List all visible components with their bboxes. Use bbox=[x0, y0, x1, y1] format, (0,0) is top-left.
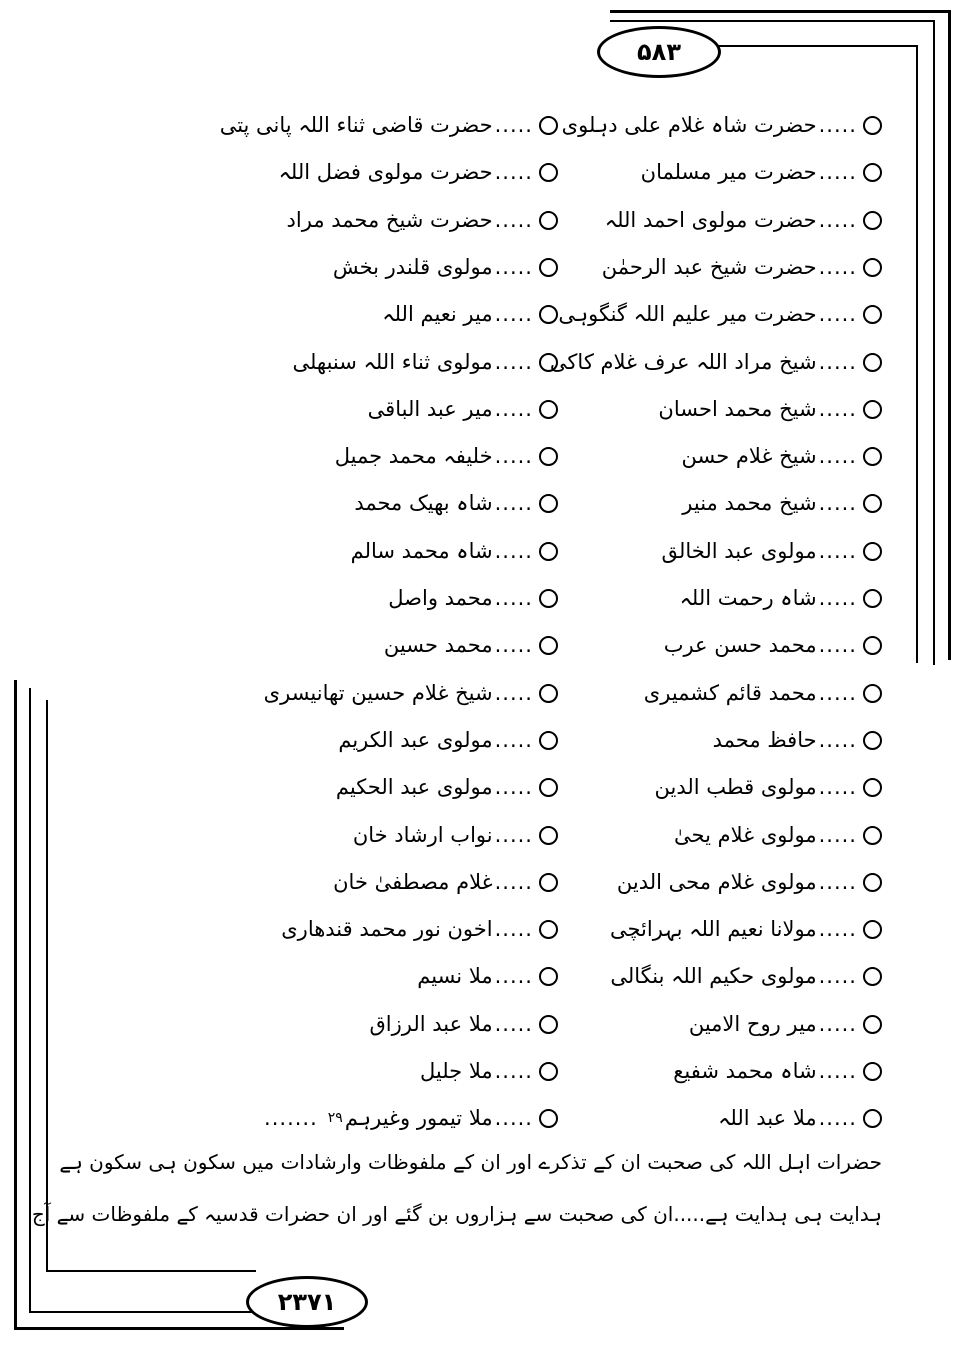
right-entry bbox=[552, 862, 882, 902]
header-page-number: ۵۸۳ bbox=[597, 26, 721, 78]
right-entry bbox=[552, 673, 882, 713]
circle-bullet-icon bbox=[539, 163, 558, 182]
entry-name: ملا عبد اللہ bbox=[718, 1106, 817, 1130]
right-entry bbox=[552, 815, 882, 855]
leader-dots: ..... bbox=[494, 1059, 533, 1083]
entry-name: مولوی قطب الدین bbox=[654, 775, 817, 799]
left-entry bbox=[228, 625, 558, 665]
frame-top-line-2 bbox=[610, 20, 935, 22]
circle-bullet-icon bbox=[863, 305, 882, 324]
entry-name: محمد قائم کشمیری bbox=[643, 681, 817, 705]
left-entry bbox=[228, 200, 558, 240]
circle-bullet-icon bbox=[539, 1015, 558, 1034]
right-entry bbox=[552, 956, 882, 996]
left-entry bbox=[228, 1051, 558, 1091]
leader-dots: ..... bbox=[494, 823, 533, 847]
entry-name: حضرت شاہ غلام علی دہلوی bbox=[561, 113, 817, 137]
right-entry bbox=[552, 531, 882, 571]
entry-name: اخون نور محمد قندھاری bbox=[281, 917, 493, 941]
entry-name: میر نعیم اللہ bbox=[382, 302, 493, 326]
left-entry bbox=[228, 389, 558, 429]
left-entry bbox=[228, 815, 558, 855]
circle-bullet-icon bbox=[863, 589, 882, 608]
leader-dots: ..... bbox=[494, 1106, 533, 1130]
leader-dots: ..... bbox=[818, 1106, 857, 1130]
entry-name: حضرت میر مسلمان bbox=[640, 160, 817, 184]
frame-left-line-1 bbox=[14, 680, 17, 1330]
leader-dots: ..... bbox=[494, 208, 533, 232]
circle-bullet-icon bbox=[863, 684, 882, 703]
frame-right-line-1 bbox=[948, 10, 951, 660]
leader-dots: ..... bbox=[818, 113, 857, 137]
circle-bullet-icon bbox=[539, 258, 558, 277]
leader-dots: ..... bbox=[818, 444, 857, 468]
right-entry bbox=[552, 152, 882, 192]
circle-bullet-icon bbox=[863, 967, 882, 986]
left-entry bbox=[228, 483, 558, 523]
entry-name: ملا جلیل bbox=[419, 1059, 493, 1083]
right-entry bbox=[552, 909, 882, 949]
circle-bullet-icon bbox=[539, 447, 558, 466]
leader-dots: ..... bbox=[818, 208, 857, 232]
right-entry bbox=[552, 436, 882, 476]
right-entry bbox=[552, 1051, 882, 1091]
left-entry bbox=[228, 1098, 558, 1138]
circle-bullet-icon bbox=[539, 967, 558, 986]
leader-dots: ..... bbox=[818, 1012, 857, 1036]
footnote-dots: ....... bbox=[264, 1106, 318, 1130]
circle-bullet-icon bbox=[863, 1109, 882, 1128]
frame-left-line-2 bbox=[29, 688, 31, 1313]
left-entry bbox=[228, 578, 558, 618]
left-entry bbox=[228, 673, 558, 713]
leader-dots: ..... bbox=[818, 728, 857, 752]
circle-bullet-icon bbox=[863, 920, 882, 939]
entry-name: مولوی غلام محی الدین bbox=[616, 870, 817, 894]
left-entry bbox=[228, 862, 558, 902]
leader-dots: ..... bbox=[494, 444, 533, 468]
left-entry bbox=[228, 909, 558, 949]
circle-bullet-icon bbox=[539, 731, 558, 750]
circle-bullet-icon bbox=[539, 542, 558, 561]
circle-bullet-icon bbox=[539, 305, 558, 324]
circle-bullet-icon bbox=[863, 116, 882, 135]
circle-bullet-icon bbox=[863, 211, 882, 230]
entry-name: حضرت میر علیم اللہ گنگوہی bbox=[558, 302, 817, 326]
left-entry bbox=[228, 247, 558, 287]
footnote-mark: ۲۹ bbox=[327, 1110, 343, 1126]
circle-bullet-icon bbox=[539, 920, 558, 939]
leader-dots: ..... bbox=[494, 350, 533, 374]
frame-right-line-3 bbox=[916, 45, 918, 663]
right-entry bbox=[552, 389, 882, 429]
leader-dots: ..... bbox=[494, 917, 533, 941]
circle-bullet-icon bbox=[863, 163, 882, 182]
entry-name: حضرت شیخ عبد الرحمٰن bbox=[601, 255, 817, 279]
entry-name: حضرت مولوی احمد اللہ bbox=[604, 208, 817, 232]
entry-name: حافظ محمد bbox=[712, 728, 817, 752]
leader-dots: ..... bbox=[818, 255, 857, 279]
leader-dots: ..... bbox=[818, 1059, 857, 1083]
circle-bullet-icon bbox=[863, 778, 882, 797]
left-entry bbox=[228, 436, 558, 476]
leader-dots: ..... bbox=[494, 302, 533, 326]
entry-name: مولانا نعیم اللہ بہرائچی bbox=[610, 917, 817, 941]
circle-bullet-icon bbox=[863, 542, 882, 561]
leader-dots: ..... bbox=[494, 728, 533, 752]
entry-name: مولوی قلندر بخش bbox=[332, 255, 493, 279]
right-entry bbox=[552, 294, 882, 334]
circle-bullet-icon bbox=[539, 826, 558, 845]
entry-name: شاہ محمد شفیع bbox=[673, 1059, 817, 1083]
leader-dots: ..... bbox=[818, 160, 857, 184]
leader-dots: ..... bbox=[494, 397, 533, 421]
right-entry bbox=[552, 247, 882, 287]
circle-bullet-icon bbox=[863, 400, 882, 419]
entry-name: مولوی عبد الحکیم bbox=[335, 775, 493, 799]
circle-bullet-icon bbox=[539, 873, 558, 892]
circle-bullet-icon bbox=[863, 447, 882, 466]
leader-dots: ..... bbox=[494, 681, 533, 705]
entry-name: شاہ رحمت اللہ bbox=[679, 586, 817, 610]
entry-name: محمد حسن عرب bbox=[663, 633, 817, 657]
entry-name: غلام مصطفیٰ خان bbox=[333, 870, 493, 894]
circle-bullet-icon bbox=[863, 873, 882, 892]
leader-dots: ..... bbox=[818, 823, 857, 847]
right-entry bbox=[552, 1004, 882, 1044]
paragraph-line-2: ہدایت ہی ہدایت ہے.....ان کی صحبت سے ہزاروں بن گئے اور ان حضرات قدسیہ کے ملفوظات سے آج bbox=[31, 1202, 882, 1226]
right-entry bbox=[552, 1098, 882, 1138]
circle-bullet-icon bbox=[539, 778, 558, 797]
entry-name: محمد حسین bbox=[383, 633, 493, 657]
leader-dots: ..... bbox=[494, 1012, 533, 1036]
paragraph-line-1: حضرات اہل اللہ کی صحبت ان کے تذکرے اور ان کے ملفوظات وارشادات میں سکون ہی سکون ہے bbox=[59, 1150, 882, 1174]
circle-bullet-icon bbox=[539, 353, 558, 372]
frame-bottom-line-2 bbox=[29, 1311, 269, 1313]
circle-bullet-icon bbox=[539, 400, 558, 419]
leader-dots: ..... bbox=[818, 681, 857, 705]
circle-bullet-icon bbox=[863, 1015, 882, 1034]
leader-dots: ..... bbox=[818, 775, 857, 799]
circle-bullet-icon bbox=[539, 211, 558, 230]
entry-name: حضرت قاضی ثناء اللہ پانی پتی bbox=[219, 113, 493, 137]
entry-name: شیخ غلام حسن bbox=[681, 444, 817, 468]
leader-dots: ..... bbox=[818, 870, 857, 894]
circle-bullet-icon bbox=[539, 494, 558, 513]
right-entry bbox=[549, 342, 882, 382]
leader-dots: ..... bbox=[818, 633, 857, 657]
circle-bullet-icon bbox=[863, 636, 882, 655]
entry-name: مولوی عبد الکریم bbox=[338, 728, 493, 752]
circle-bullet-icon bbox=[863, 826, 882, 845]
circle-bullet-icon bbox=[863, 1062, 882, 1081]
right-entry bbox=[552, 767, 882, 807]
leader-dots: ..... bbox=[494, 160, 533, 184]
entry-name: مولوی ثناء اللہ سنبھلی bbox=[292, 350, 493, 374]
left-entry bbox=[219, 105, 558, 145]
leader-dots: ..... bbox=[494, 870, 533, 894]
entry-name: ملا عبد الرزاق bbox=[369, 1012, 493, 1036]
leader-dots: ..... bbox=[818, 586, 857, 610]
circle-bullet-icon bbox=[539, 1109, 558, 1128]
leader-dots: ..... bbox=[494, 255, 533, 279]
left-entry bbox=[228, 767, 558, 807]
entry-name: ملا نسیم bbox=[417, 964, 493, 988]
circle-bullet-icon bbox=[863, 494, 882, 513]
circle-bullet-icon bbox=[863, 353, 882, 372]
leader-dots: ..... bbox=[494, 964, 533, 988]
left-entry bbox=[228, 1004, 558, 1044]
frame-top-line-3 bbox=[690, 45, 918, 47]
entry-name: ملا تیمور وغیرہم bbox=[344, 1106, 493, 1130]
leader-dots: ..... bbox=[818, 350, 857, 374]
leader-dots: ..... bbox=[494, 491, 533, 515]
entry-name: شاہ محمد سالم bbox=[350, 539, 493, 563]
leader-dots: ..... bbox=[818, 917, 857, 941]
entry-name: حضرت شیخ محمد مراد bbox=[286, 208, 493, 232]
right-entry bbox=[552, 578, 882, 618]
entry-name: شیخ غلام حسین تھانیسری bbox=[263, 681, 493, 705]
frame-left-line-3 bbox=[46, 700, 48, 1270]
left-entry bbox=[228, 531, 558, 571]
leader-dots: ..... bbox=[494, 586, 533, 610]
entry-name: شیخ محمد منیر bbox=[682, 491, 817, 515]
leader-dots: ..... bbox=[494, 633, 533, 657]
entry-name: حضرت مولوی فضل اللہ bbox=[278, 160, 493, 184]
circle-bullet-icon bbox=[539, 1062, 558, 1081]
circle-bullet-icon bbox=[539, 684, 558, 703]
entry-name: میر روح الامین bbox=[688, 1012, 817, 1036]
entry-name: مولوی حکیم اللہ بنگالی bbox=[610, 964, 817, 988]
circle-bullet-icon bbox=[539, 589, 558, 608]
entry-name: نواب ارشاد خان bbox=[352, 823, 493, 847]
leader-dots: ..... bbox=[818, 397, 857, 421]
left-entry bbox=[228, 956, 558, 996]
right-entry bbox=[552, 105, 882, 145]
entry-name: شیخ محمد احسان bbox=[658, 397, 817, 421]
leader-dots: ..... bbox=[494, 539, 533, 563]
entry-name: مولوی عبد الخالق bbox=[661, 539, 817, 563]
left-entry bbox=[228, 342, 558, 382]
left-entry bbox=[228, 294, 558, 334]
left-entry bbox=[228, 152, 558, 192]
entry-name: مولوی غلام یحیٰ bbox=[674, 823, 817, 847]
right-entry bbox=[552, 625, 882, 665]
entry-name: شیخ مراد اللہ عرف غلام کاکی bbox=[549, 350, 817, 374]
right-entry bbox=[552, 200, 882, 240]
leader-dots: ..... bbox=[818, 539, 857, 563]
frame-top-line-1 bbox=[610, 10, 950, 13]
left-entry bbox=[228, 720, 558, 760]
right-entry bbox=[552, 483, 882, 523]
frame-right-line-2 bbox=[933, 20, 935, 665]
entry-name: خلیفہ محمد جمیل bbox=[334, 444, 493, 468]
leader-dots: ..... bbox=[494, 113, 533, 137]
leader-dots: ..... bbox=[818, 491, 857, 515]
leader-dots: ..... bbox=[818, 964, 857, 988]
entry-name: شاہ بھیک محمد bbox=[354, 491, 493, 515]
leader-dots: ..... bbox=[494, 775, 533, 799]
circle-bullet-icon bbox=[863, 258, 882, 277]
entry-name: محمد واصل bbox=[388, 586, 493, 610]
leader-dots: ..... bbox=[818, 302, 857, 326]
right-entry bbox=[552, 720, 882, 760]
footer-page-number: ۲۳۷۱ bbox=[246, 1276, 368, 1328]
entry-name: میر عبد الباقی bbox=[367, 397, 493, 421]
circle-bullet-icon bbox=[539, 116, 558, 135]
circle-bullet-icon bbox=[539, 636, 558, 655]
circle-bullet-icon bbox=[863, 731, 882, 750]
frame-bottom-line-3 bbox=[46, 1270, 256, 1272]
